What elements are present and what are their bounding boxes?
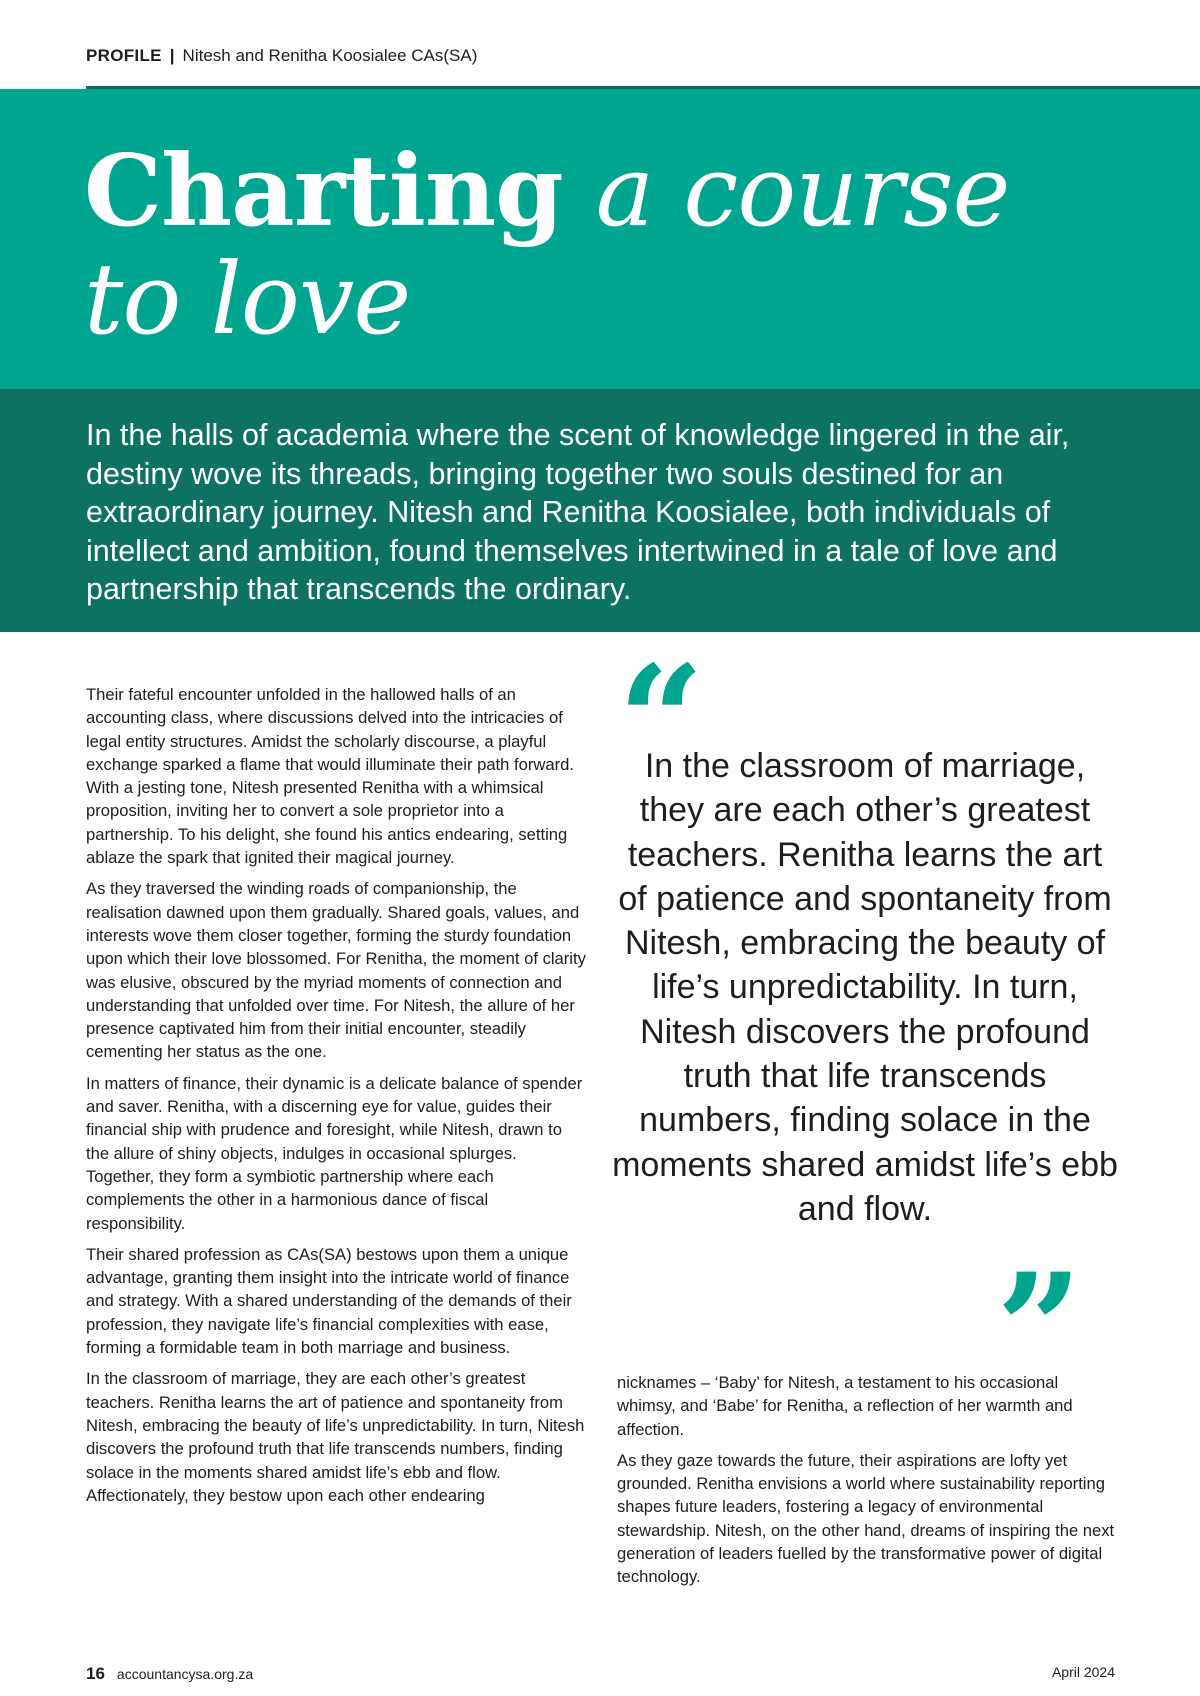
page-footer-left (86, 1664, 253, 1684)
section-label: PROFILE (86, 46, 162, 65)
header-subtitle: Nitesh and Renitha Koosialee CAs(SA) (182, 46, 478, 65)
body-paragraph: As they gaze towards the future, their aspirations are lofty yet grounded. Renitha envisions a world where sustainability reporting shapes future leaders, fostering a legacy of environmental stewardship. Nitesh, on the other hand, dreams of inspiring the next generation of leaders fuelled by the transformative power of digital technology. (617, 1450, 1115, 1587)
article-title (84, 134, 1184, 357)
body-column-left (86, 683, 586, 1515)
title-italic-line1: a course (595, 135, 1010, 249)
footer-date: April 2024 (1051, 1664, 1115, 1680)
pull-quote: In the classroom of marriage, they are each other’s greatest teachers. Renitha learns the art of patience and spontaneity from Nitesh, embracing the beauty of life’s unpredictability. In turn, Nitesh discovers the profound truth that life transcends numbers, finding solace in the moments shared amidst life’s ebb and flow. (612, 747, 1118, 1228)
body-paragraph: In the classroom of marriage, they are each other’s greatest teachers. Renitha learns the art of patience and spontaneity from Nitesh, embracing the beauty of life’s unpredictability. In turn, Nitesh discovers the profound truth that life transcends numbers, finding solace in the moments shared amidst life’s ebb and flow. Affectionately, they bestow upon each other endearing (86, 1369, 585, 1505)
body-paragraph: As they traversed the winding roads of companionship, the realisation dawned upon them gradually. Shared goals, values, and interests wove them closer together, forming the sturdy foundation upon which their love blossomed. For Renitha, the moment of clarity was elusive, obscured by the myriad moments of connection and understanding that unfolded over time. For Nitesh, the allure of her presence captivated him from their initial encounter, steadily cementing her status as the one. (86, 879, 586, 1062)
body-paragraph: Their fateful encounter unfolded in the hallowed halls of an accounting class, where discussions delved into the intricacies of legal entity structures. Amidst the scholarly discourse, a playful exchange sparked a flame that would illuminate their path forward. With a jesting tone, Nitesh presented Renitha with a whimsical proposition, inviting her to convert a sole proprietor into a partnership. To his delight, she found his antics endearing, setting ablaze the spark that ignited their magical journey. (86, 685, 574, 868)
page-number: 16 (86, 1664, 105, 1683)
body-paragraph: In matters of finance, their dynamic is a delicate balance of spender and saver. Renitha, with a discerning eye for value, guides their financial ship with prudence and foresight, while Nitesh, drawn to the allure of shiny objects, indulges in occasional splurges. Together, they form a symbiotic partnership where each complements the other in a harmonious dance of fiscal responsibility. (86, 1073, 583, 1233)
page-header (86, 46, 477, 66)
close-quote-mark: ” (996, 1241, 1083, 1417)
title-italic-line2: to love (84, 243, 411, 357)
body-paragraph: nicknames – ‘Baby’ for Nitesh, a testament to his occasional whimsy, and ‘Babe’ for Renitha, a reflection of her warmth and affection. (617, 1373, 1073, 1439)
intro-paragraph: In the halls of academia where the scent of knowledge lingered in the air, destiny wove its threads, bringing together two souls destined for an extraordinary journey. Nitesh and Renitha Koosialee, both individuals of intellect and ambition, found themselves intertwined in a tale of love and partnership that transcends the ordinary. (86, 418, 1070, 606)
footer-website: accountancysa.org.za (116, 1666, 254, 1682)
open-quote-mark: “ (618, 633, 705, 809)
title-bold: Charting (84, 134, 563, 249)
body-column-right (617, 1371, 1117, 1597)
body-paragraph: Their shared profession as CAs(SA) bestows upon them a unique advantage, granting them insight into the intricate world of finance and strategy. With a shared understanding of the demands of their profession, they navigate life’s financial complexities with ease, forming a formidable team in both marriage and business. (86, 1244, 572, 1358)
header-separator: | (169, 46, 175, 65)
